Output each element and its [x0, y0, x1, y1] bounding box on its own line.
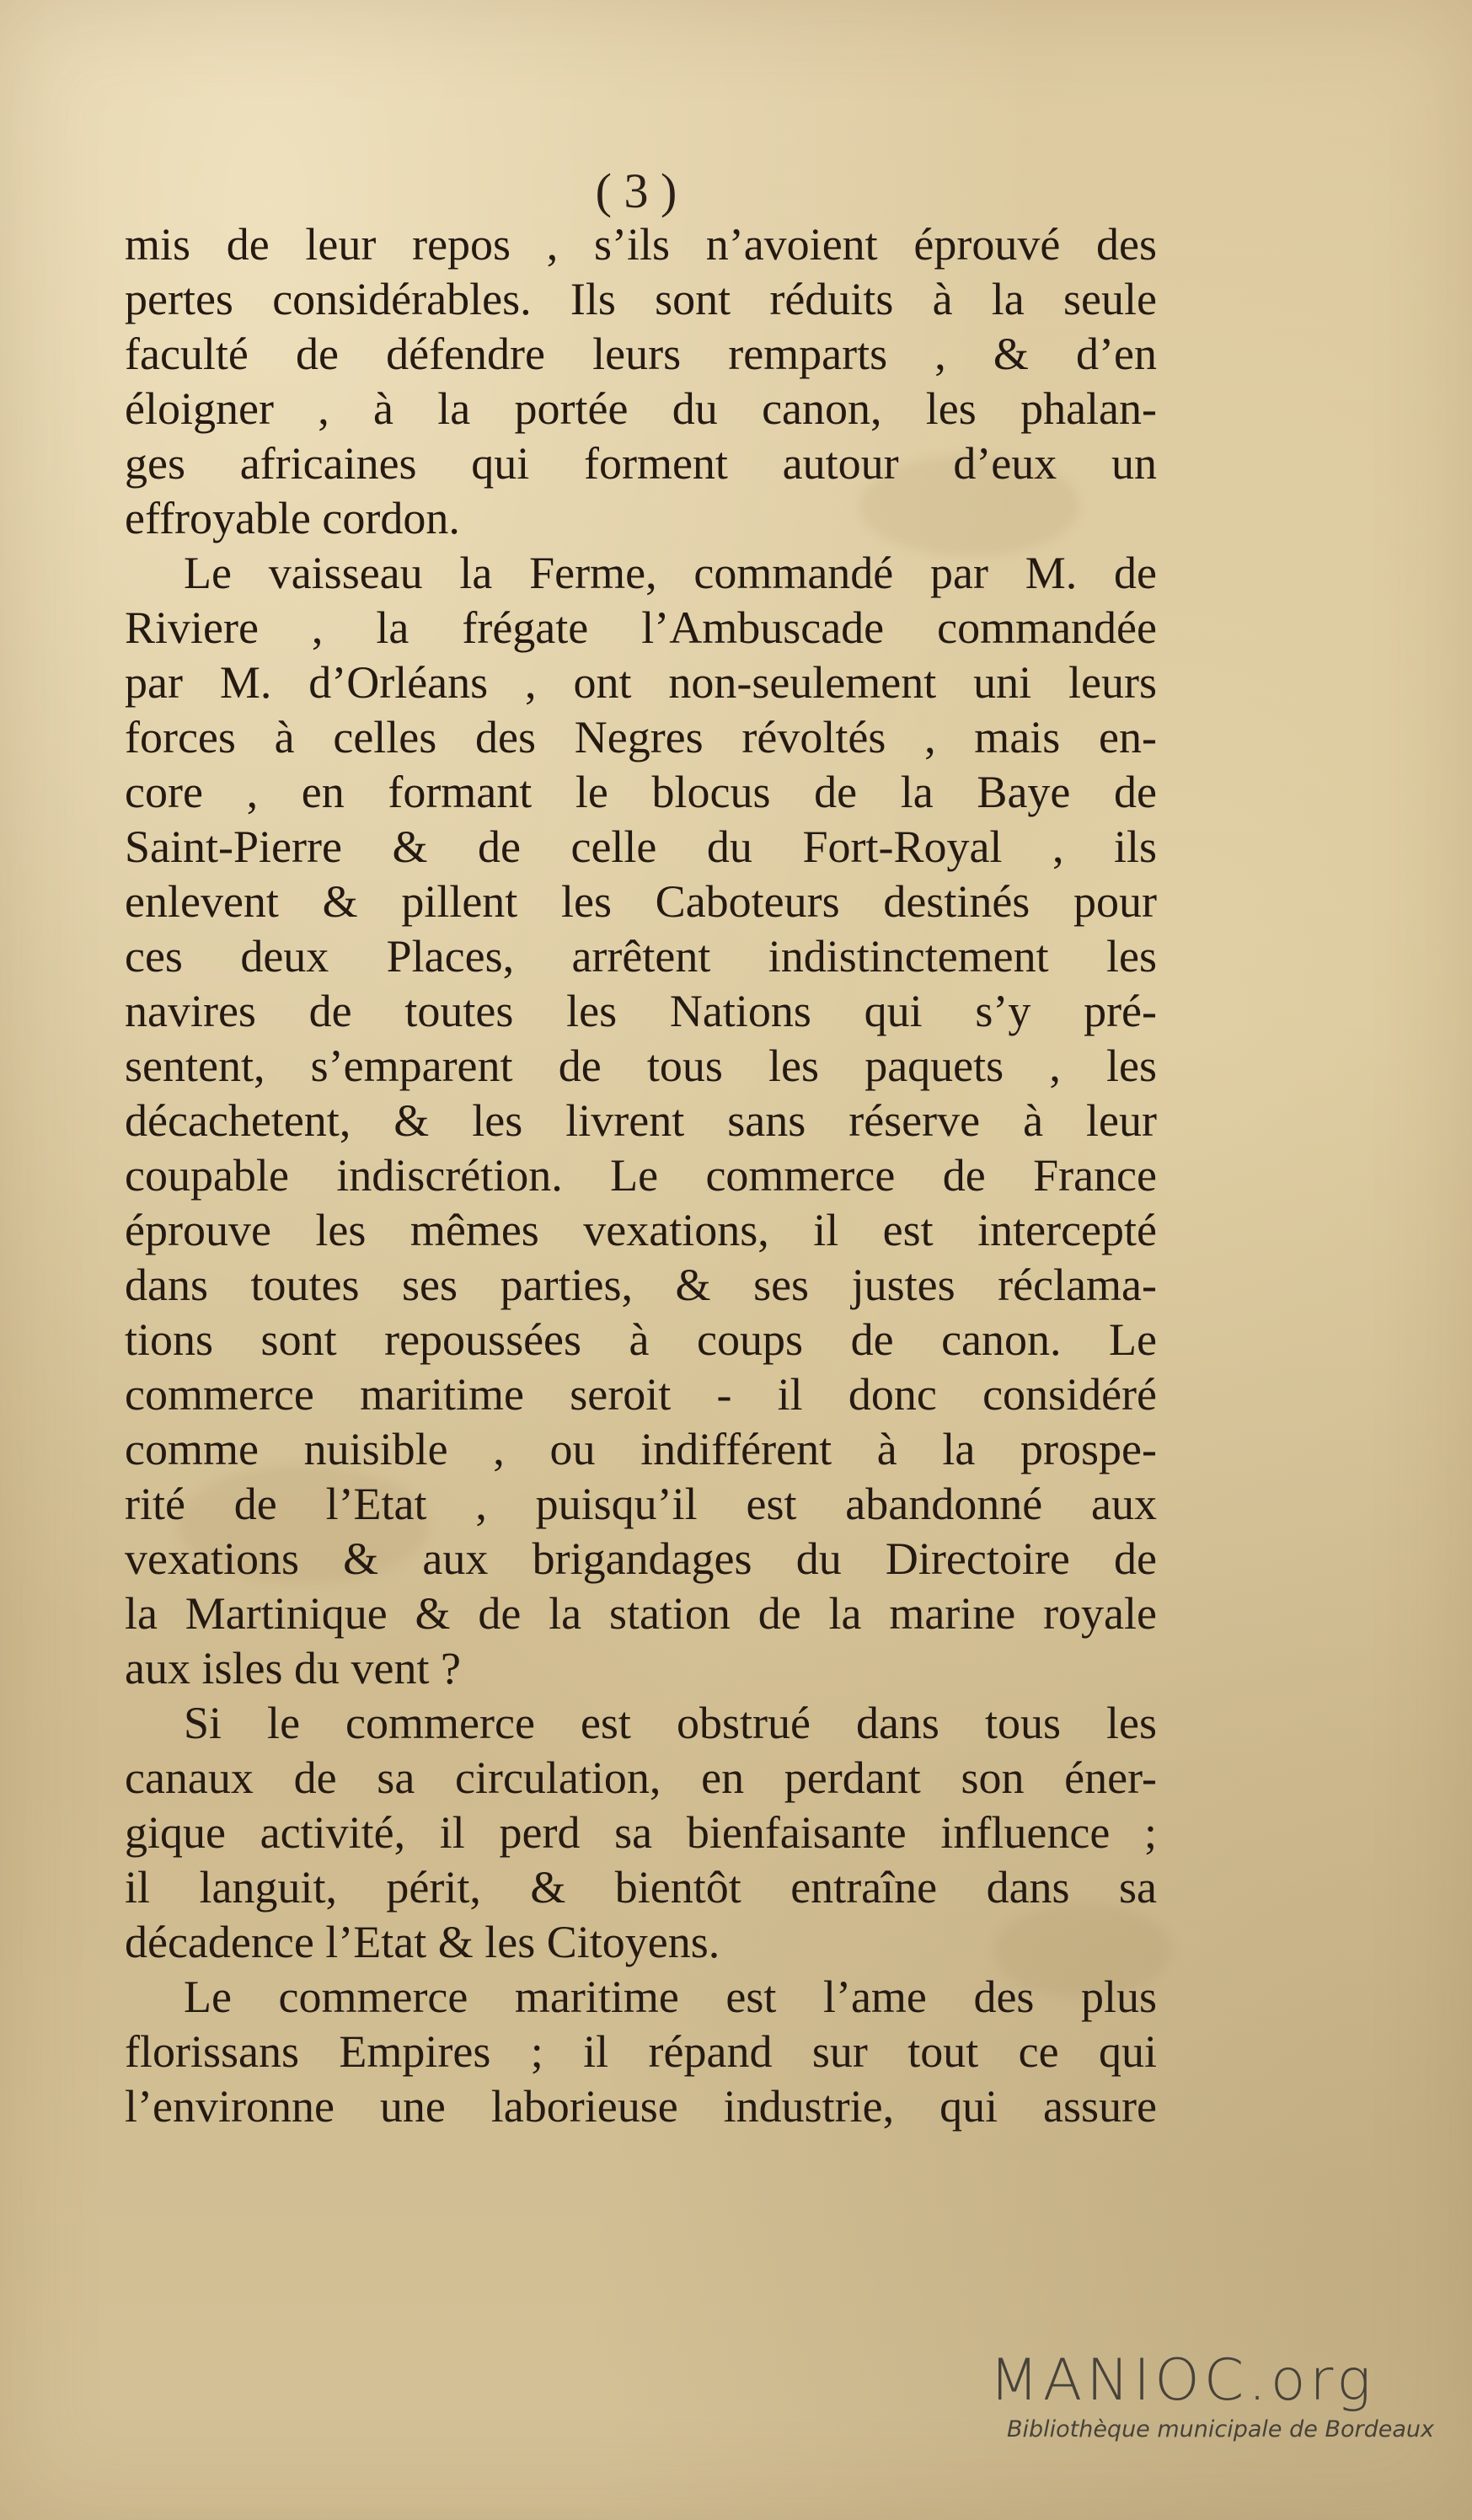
text-line: forces à celles des Negres révoltés , mais en- — [125, 712, 1157, 762]
text-line: effroyable cordon. — [125, 493, 460, 543]
text-line: vexations & aux brigandages du Directoire de — [125, 1533, 1157, 1584]
text-line: core , en formant le blocus de la Baye de — [125, 767, 1157, 817]
page-number: ( 3 ) — [595, 163, 677, 218]
text-line: éloigner , à la portée du canon, les phalan- — [125, 383, 1157, 434]
text-line: la Martinique & de la station de la marine royale — [125, 1588, 1157, 1639]
library-watermark — [962, 2347, 1434, 2444]
text-line: florissans Empires ; il répand sur tout ce qui — [125, 2026, 1157, 2077]
paragraph-2 — [125, 546, 1157, 1696]
document-text — [125, 217, 1157, 2134]
text-line: gique activité, il perd sa bienfaisante influence ; — [125, 1807, 1157, 1858]
paragraph-1 — [125, 217, 1157, 546]
manioc-logo: MANIOC.org — [989, 2347, 1375, 2414]
text-line: par M. d’Orléans , ont non-seulement uni leurs — [125, 657, 1157, 708]
text-line: l’environne une laborieuse industrie, qui assure — [125, 2081, 1157, 2132]
text-line: Si le commerce est obstrué dans tous les — [184, 1698, 1157, 1748]
text-line: comme nuisible , ou indifférent à la prospe- — [125, 1424, 1157, 1474]
text-line: mis de leur repos , s’ils n’avoient éprouvé des — [125, 219, 1157, 270]
text-line: décachetent, & les livrent sans réserve à leur — [125, 1095, 1157, 1146]
text-line: faculté de défendre leurs remparts , & d’en — [125, 329, 1157, 379]
paragraph-3 — [125, 1696, 1157, 1970]
text-line: dans toutes ses parties, & ses justes réclama- — [125, 1260, 1157, 1310]
text-line: tions sont repoussées à coups de canon. Le — [125, 1314, 1157, 1365]
library-name: Bibliothèque municipale de Bordeaux — [1006, 2416, 1434, 2442]
text-line: Le commerce maritime est l’ame des plus — [184, 1972, 1157, 2022]
text-line: ces deux Places, arrêtent indistinctement les — [125, 931, 1157, 982]
paragraph-4 — [125, 1970, 1157, 2134]
text-line: Riviere , la frégate l’Ambuscade commandée — [125, 602, 1157, 653]
text-line: canaux de sa circulation, en perdant son éner- — [125, 1752, 1157, 1803]
text-line: enlevent & pillent les Caboteurs destinés pour — [125, 876, 1157, 927]
text-line: sentent, s’emparent de tous les paquets , les — [125, 1041, 1157, 1091]
text-line: rité de l’Etat , puisqu’il est abandonné aux — [125, 1479, 1157, 1529]
text-line: décadence l’Etat & les Citoyens. — [125, 1917, 720, 1967]
text-line: Le vaisseau la Ferme, commandé par M. de — [184, 548, 1157, 598]
text-line: ges africaines qui forment autour d’eux un — [125, 438, 1157, 489]
text-line: aux isles du vent ? — [125, 1643, 461, 1693]
text-line: pertes considérables. Ils sont réduits à la seule — [125, 274, 1157, 324]
text-line: coupable indiscrétion. Le commerce de France — [125, 1150, 1157, 1201]
text-line: Saint-Pierre & de celle du Fort-Royal , ils — [125, 821, 1157, 872]
text-line: éprouve les mêmes vexations, il est intercepté — [125, 1205, 1157, 1255]
text-line: commerce maritime seroit - il donc considéré — [125, 1369, 1157, 1420]
text-line: il languit, périt, & bientôt entraîne dans sa — [125, 1862, 1157, 1913]
text-line: navires de toutes les Nations qui s’y pré- — [125, 986, 1157, 1036]
